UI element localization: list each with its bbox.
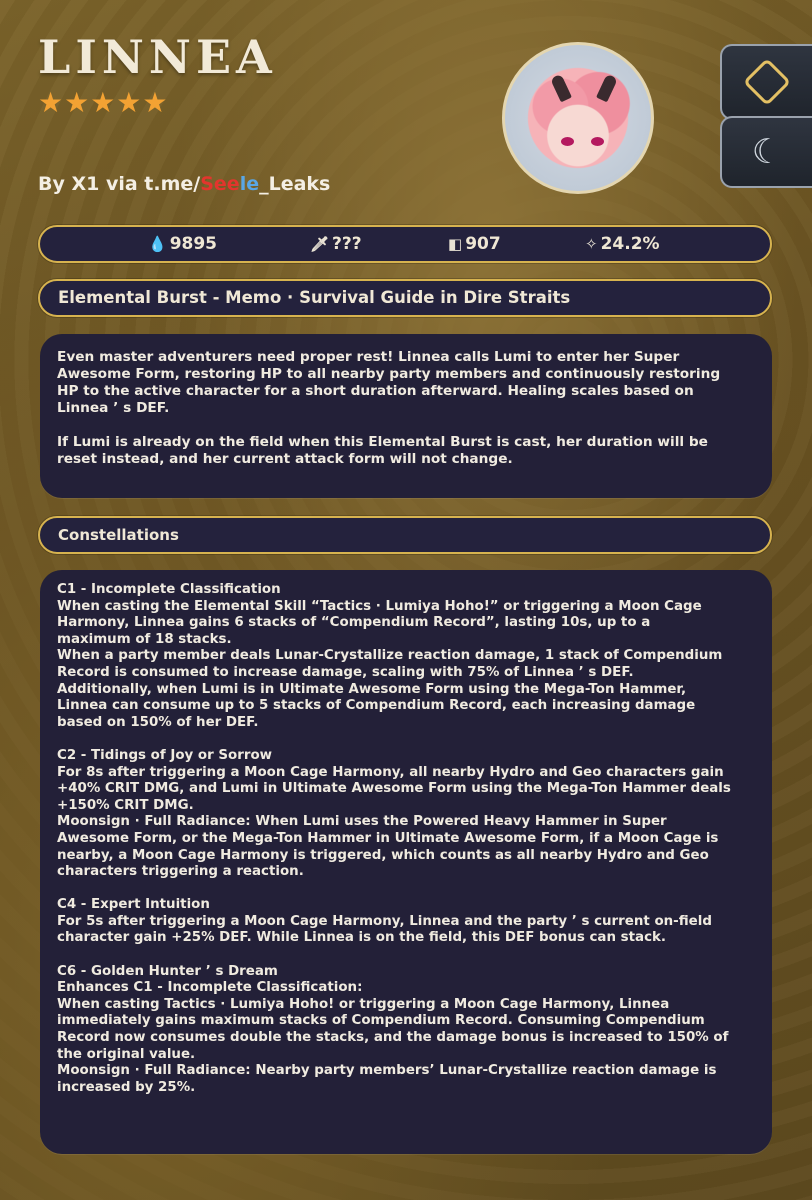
text-line: maximum of 18 stacks. xyxy=(57,631,232,647)
stat-def xyxy=(448,234,501,254)
text-line: C6 - Golden Hunter ’ s Dream xyxy=(57,963,278,979)
credit-prefix: By X1 via t.me/ xyxy=(38,173,201,195)
element-tab[interactable] xyxy=(720,44,812,120)
text-line: the original value. xyxy=(57,1046,196,1062)
constellation-tab[interactable] xyxy=(720,116,812,188)
shield-icon: ◧ xyxy=(448,235,463,253)
text-line: Even master adventurers need proper rest! Linnea calls Lumi to enter her Super xyxy=(57,349,680,365)
stat-crit-value: 24.2% xyxy=(600,234,660,254)
stat-def-value: 907 xyxy=(465,234,501,254)
text-line: C1 - Incomplete Classification xyxy=(57,582,281,597)
rarity-stars: ★★★★★ xyxy=(38,86,169,119)
stat-crit xyxy=(585,234,660,254)
constellation-icon: ☾ xyxy=(751,132,783,172)
text-line: When a party member deals Lunar-Crystallize reaction damage, 1 stack of Compendium xyxy=(57,648,723,664)
text-line: When casting Tactics · Lumiya Hoho! or triggering a Moon Cage Harmony, Linnea xyxy=(57,996,670,1012)
text-line: Moonsign · Full Radiance: Nearby party members’ Lunar-Crystallize reaction damage is xyxy=(57,1063,717,1079)
stat-atk-value: ??? xyxy=(332,234,362,254)
credit-line xyxy=(38,173,330,195)
text-line: +40% CRIT DMG, and Lumi in Ultimate Awesome Form using the Mega-Ton Hammer deals xyxy=(57,781,731,797)
constellation-c2 xyxy=(57,748,756,881)
constellation-c1 xyxy=(57,582,756,731)
text-line: Harmony, Linnea gains 6 stacks of “Compendium Record”, lasting 10s, up to a xyxy=(57,615,651,631)
burst-header: Elemental Burst - Memo · Survival Guide in Dire Straits xyxy=(58,288,571,307)
constellation-c4 xyxy=(57,897,756,947)
text-line: characters triggering a reaction. xyxy=(57,864,304,880)
text-line: Record now consumes double the stacks, and the damage bonus is increased to 150% of xyxy=(57,1030,729,1046)
text-line: Enhances C1 - Incomplete Classification: xyxy=(57,980,363,996)
text-line: Record is consumed to increase damage, scaling with 75% of Linnea ’ s DEF. xyxy=(57,664,634,680)
droplet-icon: 💧 xyxy=(148,235,167,253)
text-line: C2 - Tidings of Joy or Sorrow xyxy=(57,747,273,763)
avatar-horn-left xyxy=(550,74,572,103)
sword-icon: 🗡 xyxy=(310,235,330,253)
element-emblem-icon xyxy=(743,58,791,106)
text-line: Linnea can consume up to 5 stacks of Compendium Record, each increasing damage xyxy=(57,698,696,714)
constellation-c6 xyxy=(57,964,756,1097)
text-line: Awesome Form, or the Mega-Ton Hammer in Ultimate Awesome Form, if a Moon Cage is xyxy=(57,830,719,846)
text-line: For 8s after triggering a Moon Cage Harmony, all nearby Hydro and Geo characters gain xyxy=(57,764,724,780)
text-line: Awesome Form, restoring HP to all nearby party members and continuously restoring xyxy=(57,366,721,382)
avatar-horn-right xyxy=(596,74,618,103)
constellations-header: Constellations xyxy=(58,526,179,544)
stats-bar xyxy=(38,225,772,263)
character-avatar xyxy=(502,42,654,194)
text-line: Linnea ’ s DEF. xyxy=(57,400,170,416)
credit-suffix: _Leaks xyxy=(259,173,331,195)
text-line: HP to the active character for a short duration afterward. Healing scales based on xyxy=(57,383,694,399)
credit-red-part: See xyxy=(200,173,240,195)
avatar-eye-left xyxy=(561,137,574,146)
burst-description-panel xyxy=(40,334,772,498)
constellations-header-bar xyxy=(38,516,772,554)
text-line: +150% CRIT DMG. xyxy=(57,797,194,813)
text-line: C4 - Expert Intuition xyxy=(57,897,210,913)
text-line: If Lumi is already on the field when this Elemental Burst is cast, her duration will be xyxy=(57,433,708,450)
text-line: For 5s after triggering a Moon Cage Harmony, Linnea and the party ’ s current on-field xyxy=(57,913,712,929)
text-line: based on 150% of her DEF. xyxy=(57,714,259,730)
character-name: LINNEA xyxy=(38,30,277,84)
avatar-eye-right xyxy=(591,137,604,146)
text-line: Additionally, when Lumi is in Ultimate Awesome Form using the Mega-Ton Hammer, xyxy=(57,681,687,697)
crit-star-icon: ✧ xyxy=(585,235,598,253)
stat-atk xyxy=(310,234,362,254)
burst-paragraph-2 xyxy=(57,434,756,468)
constellations-panel xyxy=(40,570,772,1154)
text-line: Moonsign · Full Radiance: When Lumi uses the Powered Heavy Hammer in Super xyxy=(57,814,667,830)
burst-header-bar xyxy=(38,279,772,317)
text-line: increased by 25%. xyxy=(57,1079,196,1095)
text-line: immediately gains maximum stacks of Compendium Record. Consuming Compendium xyxy=(57,1013,705,1029)
burst-paragraph-1 xyxy=(57,349,756,417)
text-line: reset instead, and her current attack form will not change. xyxy=(57,450,513,467)
credit-blue-part: le xyxy=(239,173,260,195)
text-line: character gain +25% DEF. While Linnea is on the field, this DEF bonus can stack. xyxy=(57,930,666,946)
stat-hp-value: 9895 xyxy=(169,234,218,254)
text-line: When casting the Elemental Skill “Tactics · Lumiya Hoho!” or triggering a Moon Cage xyxy=(57,598,702,614)
text-line: nearby, a Moon Cage Harmony is triggered, which counts as all nearby Hydro and Geo xyxy=(57,847,709,863)
stat-hp xyxy=(148,234,217,254)
